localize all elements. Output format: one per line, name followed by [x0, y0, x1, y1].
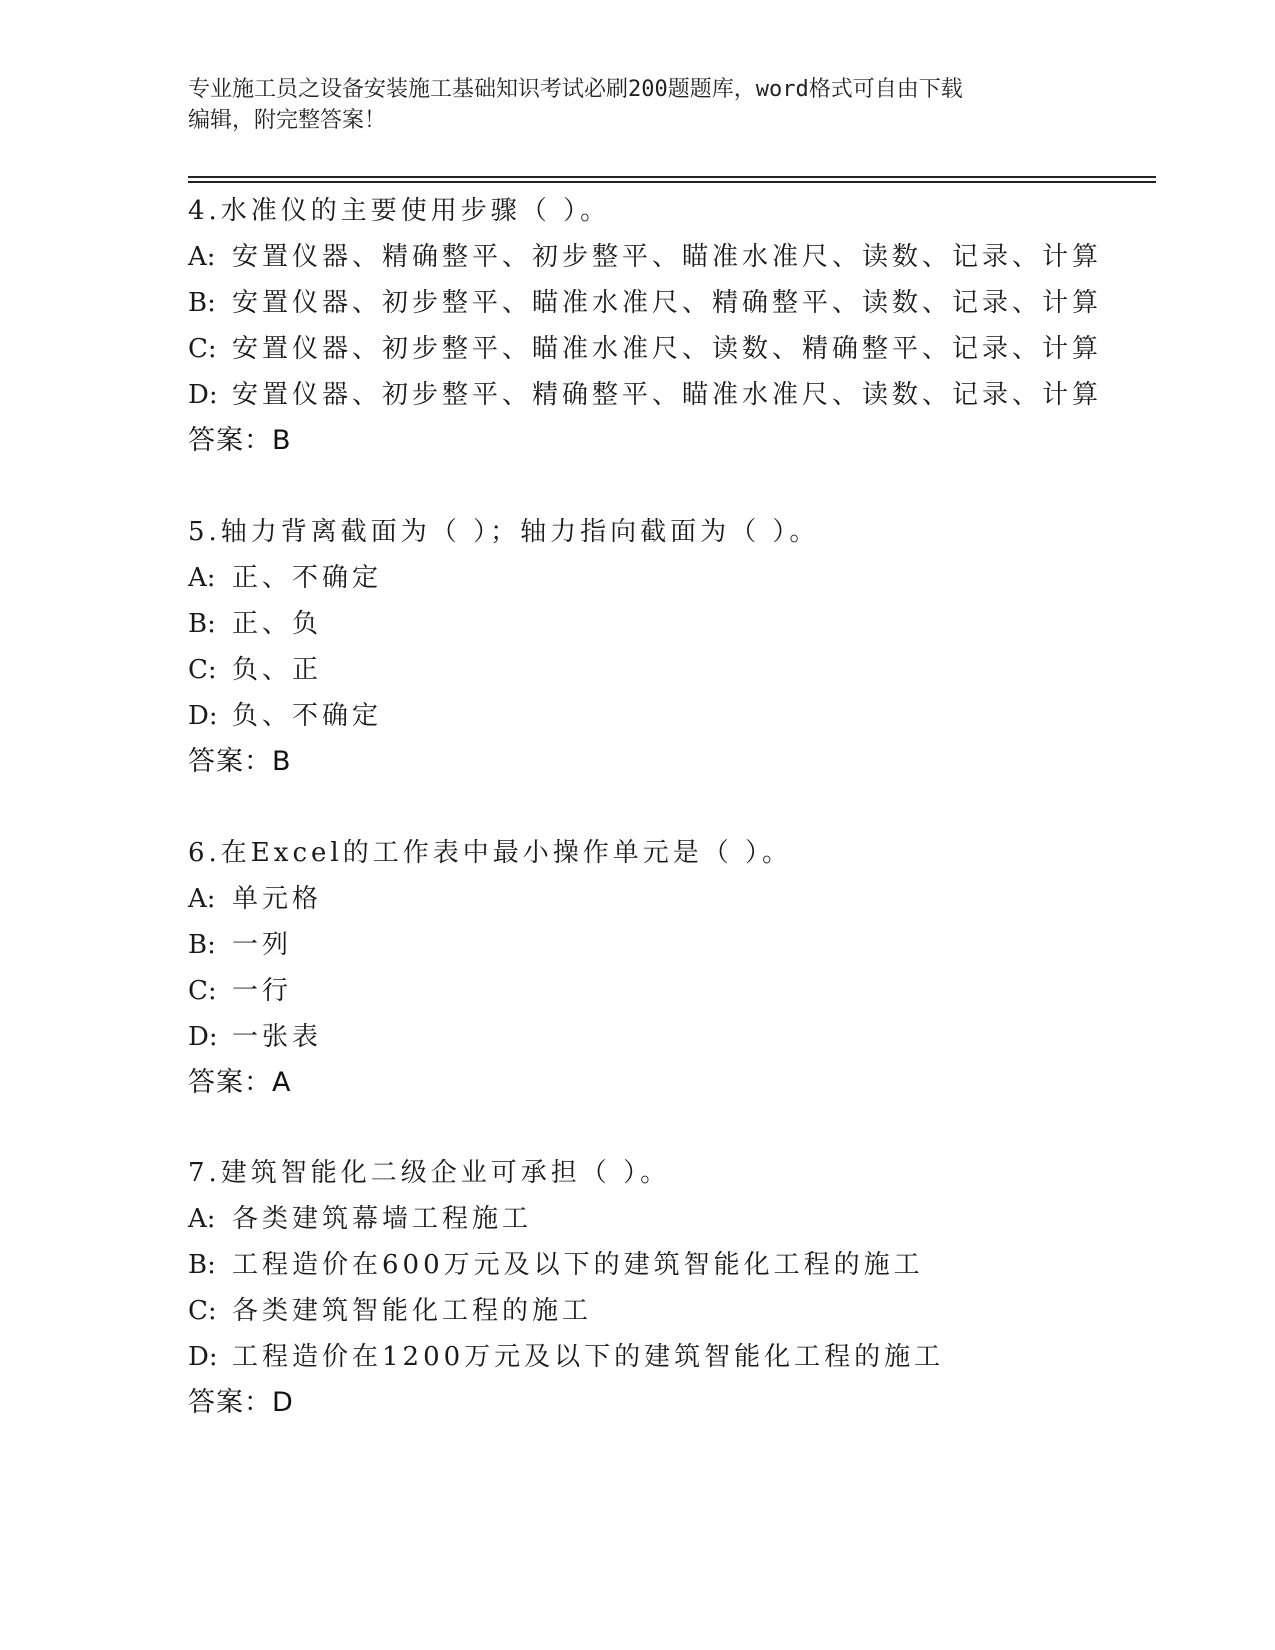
header-title-line-1: 专业施工员之设备安装施工基础知识考试必刷200题题库，word格式可自由下载: [188, 77, 963, 102]
option-c: [188, 968, 1148, 1014]
option-d: [188, 693, 1148, 739]
page-header: [188, 74, 1088, 136]
option-text: 安置仪器、精确整平、初步整平、瞄准水准尺、读数、记录、计算: [232, 242, 1103, 272]
question-stem: 5.轴力背离截面为（ ）；轴力指向截面为（ ）。: [188, 517, 820, 547]
option-text: 正、负: [232, 609, 323, 639]
option-c: [188, 326, 1148, 372]
question-block-5: [188, 509, 1148, 785]
option-letter: D:: [188, 1022, 218, 1052]
option-letter: A:: [188, 242, 216, 272]
option-b: [188, 922, 1148, 968]
option-letter: C:: [188, 655, 217, 685]
option-text: 安置仪器、初步整平、瞄准水准尺、精确整平、读数、记录、计算: [232, 288, 1103, 318]
option-text: 一张表: [232, 1022, 323, 1052]
option-text: 各类建筑智能化工程的施工: [232, 1296, 593, 1326]
question-stem: 4.水准仪的主要使用步骤（ ）。: [188, 196, 611, 226]
question-block-7: [188, 1150, 1148, 1426]
option-c: [188, 647, 1148, 693]
option-text: 正、不确定: [232, 563, 383, 593]
option-letter: C:: [188, 1296, 217, 1326]
option-a: [188, 1196, 1148, 1242]
option-text: 单元格: [232, 884, 323, 914]
header-title-line-2: 编辑，附完整答案！: [188, 108, 387, 133]
option-letter: D:: [188, 380, 218, 410]
option-letter: C:: [188, 334, 217, 364]
option-a: [188, 876, 1148, 922]
option-letter: D:: [188, 701, 218, 731]
question-block-4: [188, 188, 1148, 464]
option-text: 一列: [232, 930, 293, 960]
header-divider-bottom: [188, 181, 1156, 183]
option-letter: B:: [188, 1250, 216, 1280]
answer-line: 答案：D: [188, 1387, 294, 1418]
question-stem: 7.建筑智能化二级企业可承担（ ）。: [188, 1158, 671, 1188]
answer-line: 答案：B: [188, 425, 292, 456]
option-letter: B:: [188, 288, 216, 318]
option-letter: A:: [188, 1204, 216, 1234]
option-text: 工程造价在600万元及以下的建筑智能化工程的施工: [232, 1250, 924, 1280]
option-text: 各类建筑幕墙工程施工: [232, 1204, 533, 1234]
option-a: [188, 234, 1148, 280]
option-text: 安置仪器、初步整平、瞄准水准尺、读数、精确整平、记录、计算: [232, 334, 1103, 364]
question-stem: 6.在Excel的工作表中最小操作单元是（ ）。: [188, 838, 792, 868]
option-text: 安置仪器、初步整平、精确整平、瞄准水准尺、读数、记录、计算: [232, 380, 1103, 410]
option-letter: A:: [188, 563, 216, 593]
option-b: [188, 601, 1148, 647]
question-block-6: [188, 830, 1148, 1106]
option-d: [188, 372, 1148, 418]
option-letter: B:: [188, 930, 216, 960]
option-text: 负、正: [232, 655, 323, 685]
option-text: 一行: [232, 976, 293, 1006]
option-letter: D:: [188, 1342, 218, 1372]
option-letter: A:: [188, 884, 216, 914]
option-d: [188, 1014, 1148, 1060]
option-c: [188, 1288, 1148, 1334]
option-text: 工程造价在1200万元及以下的建筑智能化工程的施工: [232, 1342, 945, 1372]
header-divider-top: [188, 176, 1156, 178]
answer-line: 答案：A: [188, 1067, 292, 1098]
option-text: 负、不确定: [232, 701, 383, 731]
option-b: [188, 280, 1148, 326]
option-d: [188, 1334, 1148, 1380]
option-letter: C:: [188, 976, 217, 1006]
option-letter: B:: [188, 609, 216, 639]
answer-line: 答案：B: [188, 746, 292, 777]
option-b: [188, 1242, 1148, 1288]
option-a: [188, 555, 1148, 601]
